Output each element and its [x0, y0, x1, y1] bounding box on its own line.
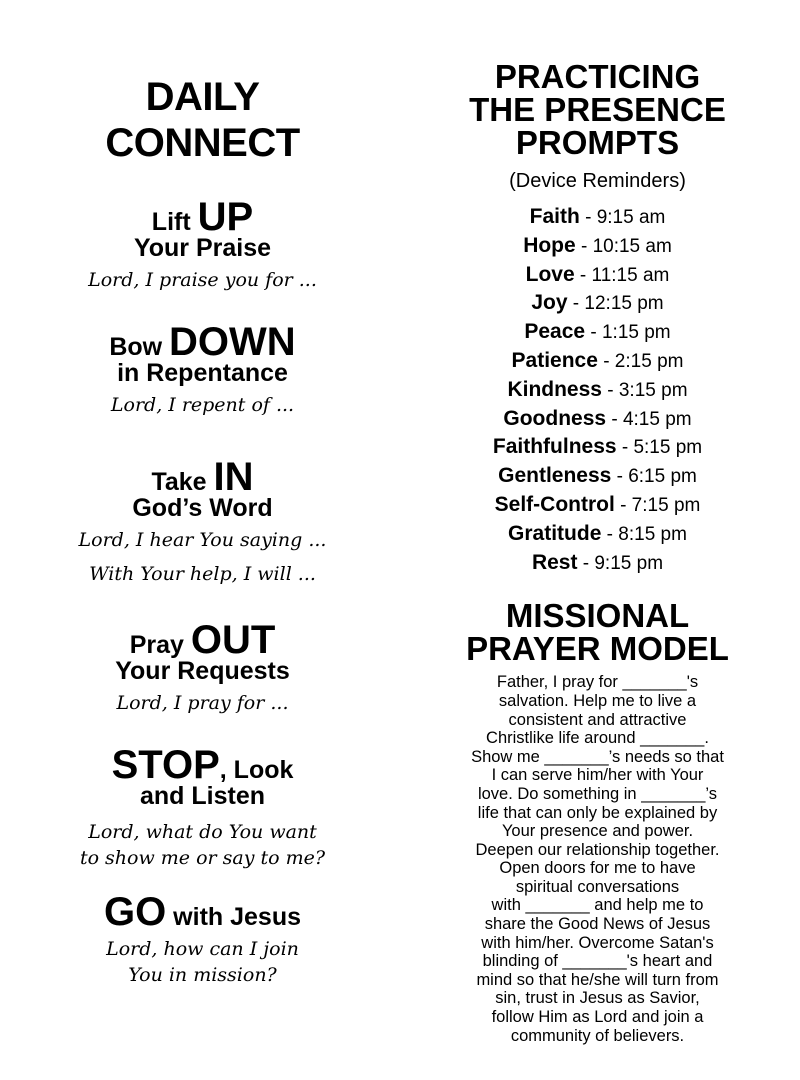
reminder-item: Self-Control - 7:15 pm: [494, 492, 701, 516]
section-bow-down: Bow DOWN in Repentance Lord, I repent of ...: [0, 327, 405, 418]
reminder-item: Love - 11:15 am: [525, 262, 670, 286]
reminder-item: Patience - 2:15 pm: [511, 348, 684, 372]
reminder-item: Peace - 1:15 pm: [524, 320, 671, 344]
prayer-line: spiritual conversations: [515, 877, 680, 896]
section-pray-out: Pray OUT Your Requests Lord, I pray for ...: [0, 625, 405, 716]
prayer-line: share the Good News of Jesus: [484, 915, 711, 934]
prayer-line: with _______ and help me to: [491, 896, 704, 915]
reminder-item: Hope - 10:15 am: [523, 233, 672, 257]
prayer-line: salvation. Help me to live a: [498, 691, 697, 710]
prompt-text: Lord, what do You want: [88, 821, 317, 843]
prompt-text: Lord, I repent of ...: [110, 394, 295, 416]
prayer-line: I can serve him/her with Your: [491, 766, 704, 785]
section-lift-up: Lift UP Your Praise Lord, I praise you for ...: [0, 202, 405, 293]
reminder-item: Goodness - 4:15 pm: [503, 406, 692, 430]
prayer-line: Your presence and power.: [501, 822, 694, 841]
prompt-text: Lord, I pray for ...: [116, 692, 289, 714]
prompt-text: Lord, I praise you for ...: [88, 269, 317, 291]
daily-connect-title: DAILY CONNECT: [105, 75, 300, 165]
prompt-text: You in mission?: [128, 964, 277, 986]
daily-connect-column: [0, 0, 405, 988]
reminder-item: Faith - 9:15 am: [529, 205, 666, 228]
prayer-line: Open doors for me to have: [499, 859, 696, 878]
prayer-line: blinding of _______'s heart and: [482, 952, 713, 971]
prayer-line: consistent and attractive: [508, 710, 687, 729]
section-go-with-jesus: GO with Jesus Lord, how can I join You in mission?: [0, 897, 405, 988]
prompt-text: Lord, I hear You saying ...: [78, 529, 327, 551]
missional-prayer-text: [450, 673, 745, 1045]
prayer-line: life that can only be explained by: [477, 803, 718, 822]
prayer-line: with him/her. Overcome Satan's: [481, 933, 714, 952]
prayer-line: Christlike life around _______.: [486, 729, 709, 748]
prayer-line: sin, trust in Jesus as Savior,: [495, 989, 700, 1008]
reminder-item: Gentleness - 6:15 pm: [498, 464, 697, 488]
prompt-text: to show me or say to me?: [79, 847, 326, 869]
section-stop-look: STOP, Look and Listen Lord, what do You want to show me or say to me?: [0, 750, 405, 871]
presence-subtitle: (Device Reminders): [509, 170, 686, 192]
reminder-item: Gratitude - 8:15 pm: [508, 521, 687, 545]
section-take-in: Take IN God’s Word Lord, I hear You saying ... With Your help, I will ...: [0, 462, 405, 587]
missional-title: MISSIONAL PRAYER MODEL: [466, 597, 729, 668]
prayer-line: Show me _______’s needs so that: [471, 747, 724, 766]
prompts-column: [450, 0, 745, 1045]
prayer-line: Father, I pray for _______'s: [496, 673, 699, 692]
prayer-line: follow Him as Lord and join a: [491, 1008, 704, 1027]
prompt-text: Lord, how can I join: [106, 938, 299, 960]
prayer-line: love. Do something in _______’s: [477, 784, 718, 803]
prompt-text: With Your help, I will ...: [89, 563, 316, 585]
reminder-item: Joy - 12:15 pm: [531, 291, 664, 315]
reminder-item: Faithfulness - 5:15 pm: [492, 435, 703, 459]
prayer-line: mind so that he/she will turn from: [476, 970, 719, 989]
reminder-list: [450, 203, 745, 577]
prayer-line: Deepen our relationship together.: [475, 840, 720, 859]
presence-title: PRACTICING THE PRESENCE PROMPTS: [469, 58, 726, 161]
prayer-line: community of believers.: [510, 1026, 685, 1045]
reminder-item: Rest - 9:15 pm: [531, 550, 664, 574]
reminder-item: Kindness - 3:15 pm: [507, 377, 688, 401]
